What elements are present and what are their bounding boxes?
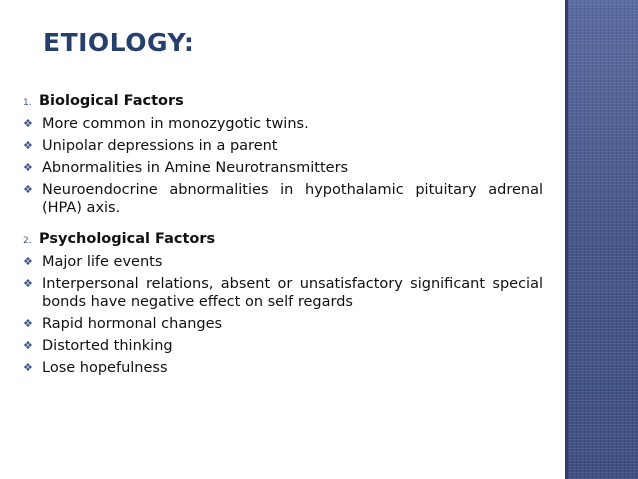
diamond-bullet-icon: ❖ (23, 117, 33, 130)
list-item: ❖ Interpersonal relations, absent or unsatisfactory significant special bonds have negative effect on self regards (23, 276, 543, 310)
diamond-bullet-icon: ❖ (23, 361, 33, 374)
diamond-bullet-icon: ❖ (23, 161, 33, 174)
diamond-bullet-icon: ❖ (23, 317, 33, 330)
diamond-bullet-icon: ❖ (23, 277, 33, 290)
section-number: 2. (23, 236, 32, 246)
list-item: ❖ Neuroendocrine abnormalities in hypothalamic pituitary adrenal (HPA) axis. (23, 182, 543, 216)
list-item: ❖ Major life events (23, 254, 163, 270)
diamond-bullet-icon: ❖ (23, 139, 33, 152)
decorative-sidebar (568, 0, 638, 479)
list-item: ❖ Distorted thinking (23, 338, 173, 354)
list-item: ❖ More common in monozygotic twins. (23, 116, 309, 132)
section-heading: Biological Factors (39, 93, 184, 109)
diamond-bullet-icon: ❖ (23, 255, 33, 268)
section-biological (23, 93, 543, 217)
diamond-bullet-icon: ❖ (23, 183, 33, 196)
section-heading: Psychological Factors (39, 231, 216, 247)
diamond-bullet-icon: ❖ (23, 339, 33, 352)
list-item: ❖ Rapid hormonal changes (23, 316, 223, 332)
list-item: ❖ Lose hopefulness (23, 360, 168, 376)
section-psychological (23, 231, 543, 377)
section-number: 1. (23, 98, 32, 108)
list-item: ❖ Abnormalities in Amine Neurotransmitters (23, 160, 349, 176)
slide-title: ETIOLOGY: (43, 28, 195, 57)
list-item: ❖ Unipolar depressions in a parent (23, 138, 278, 154)
slide-content (23, 93, 543, 381)
